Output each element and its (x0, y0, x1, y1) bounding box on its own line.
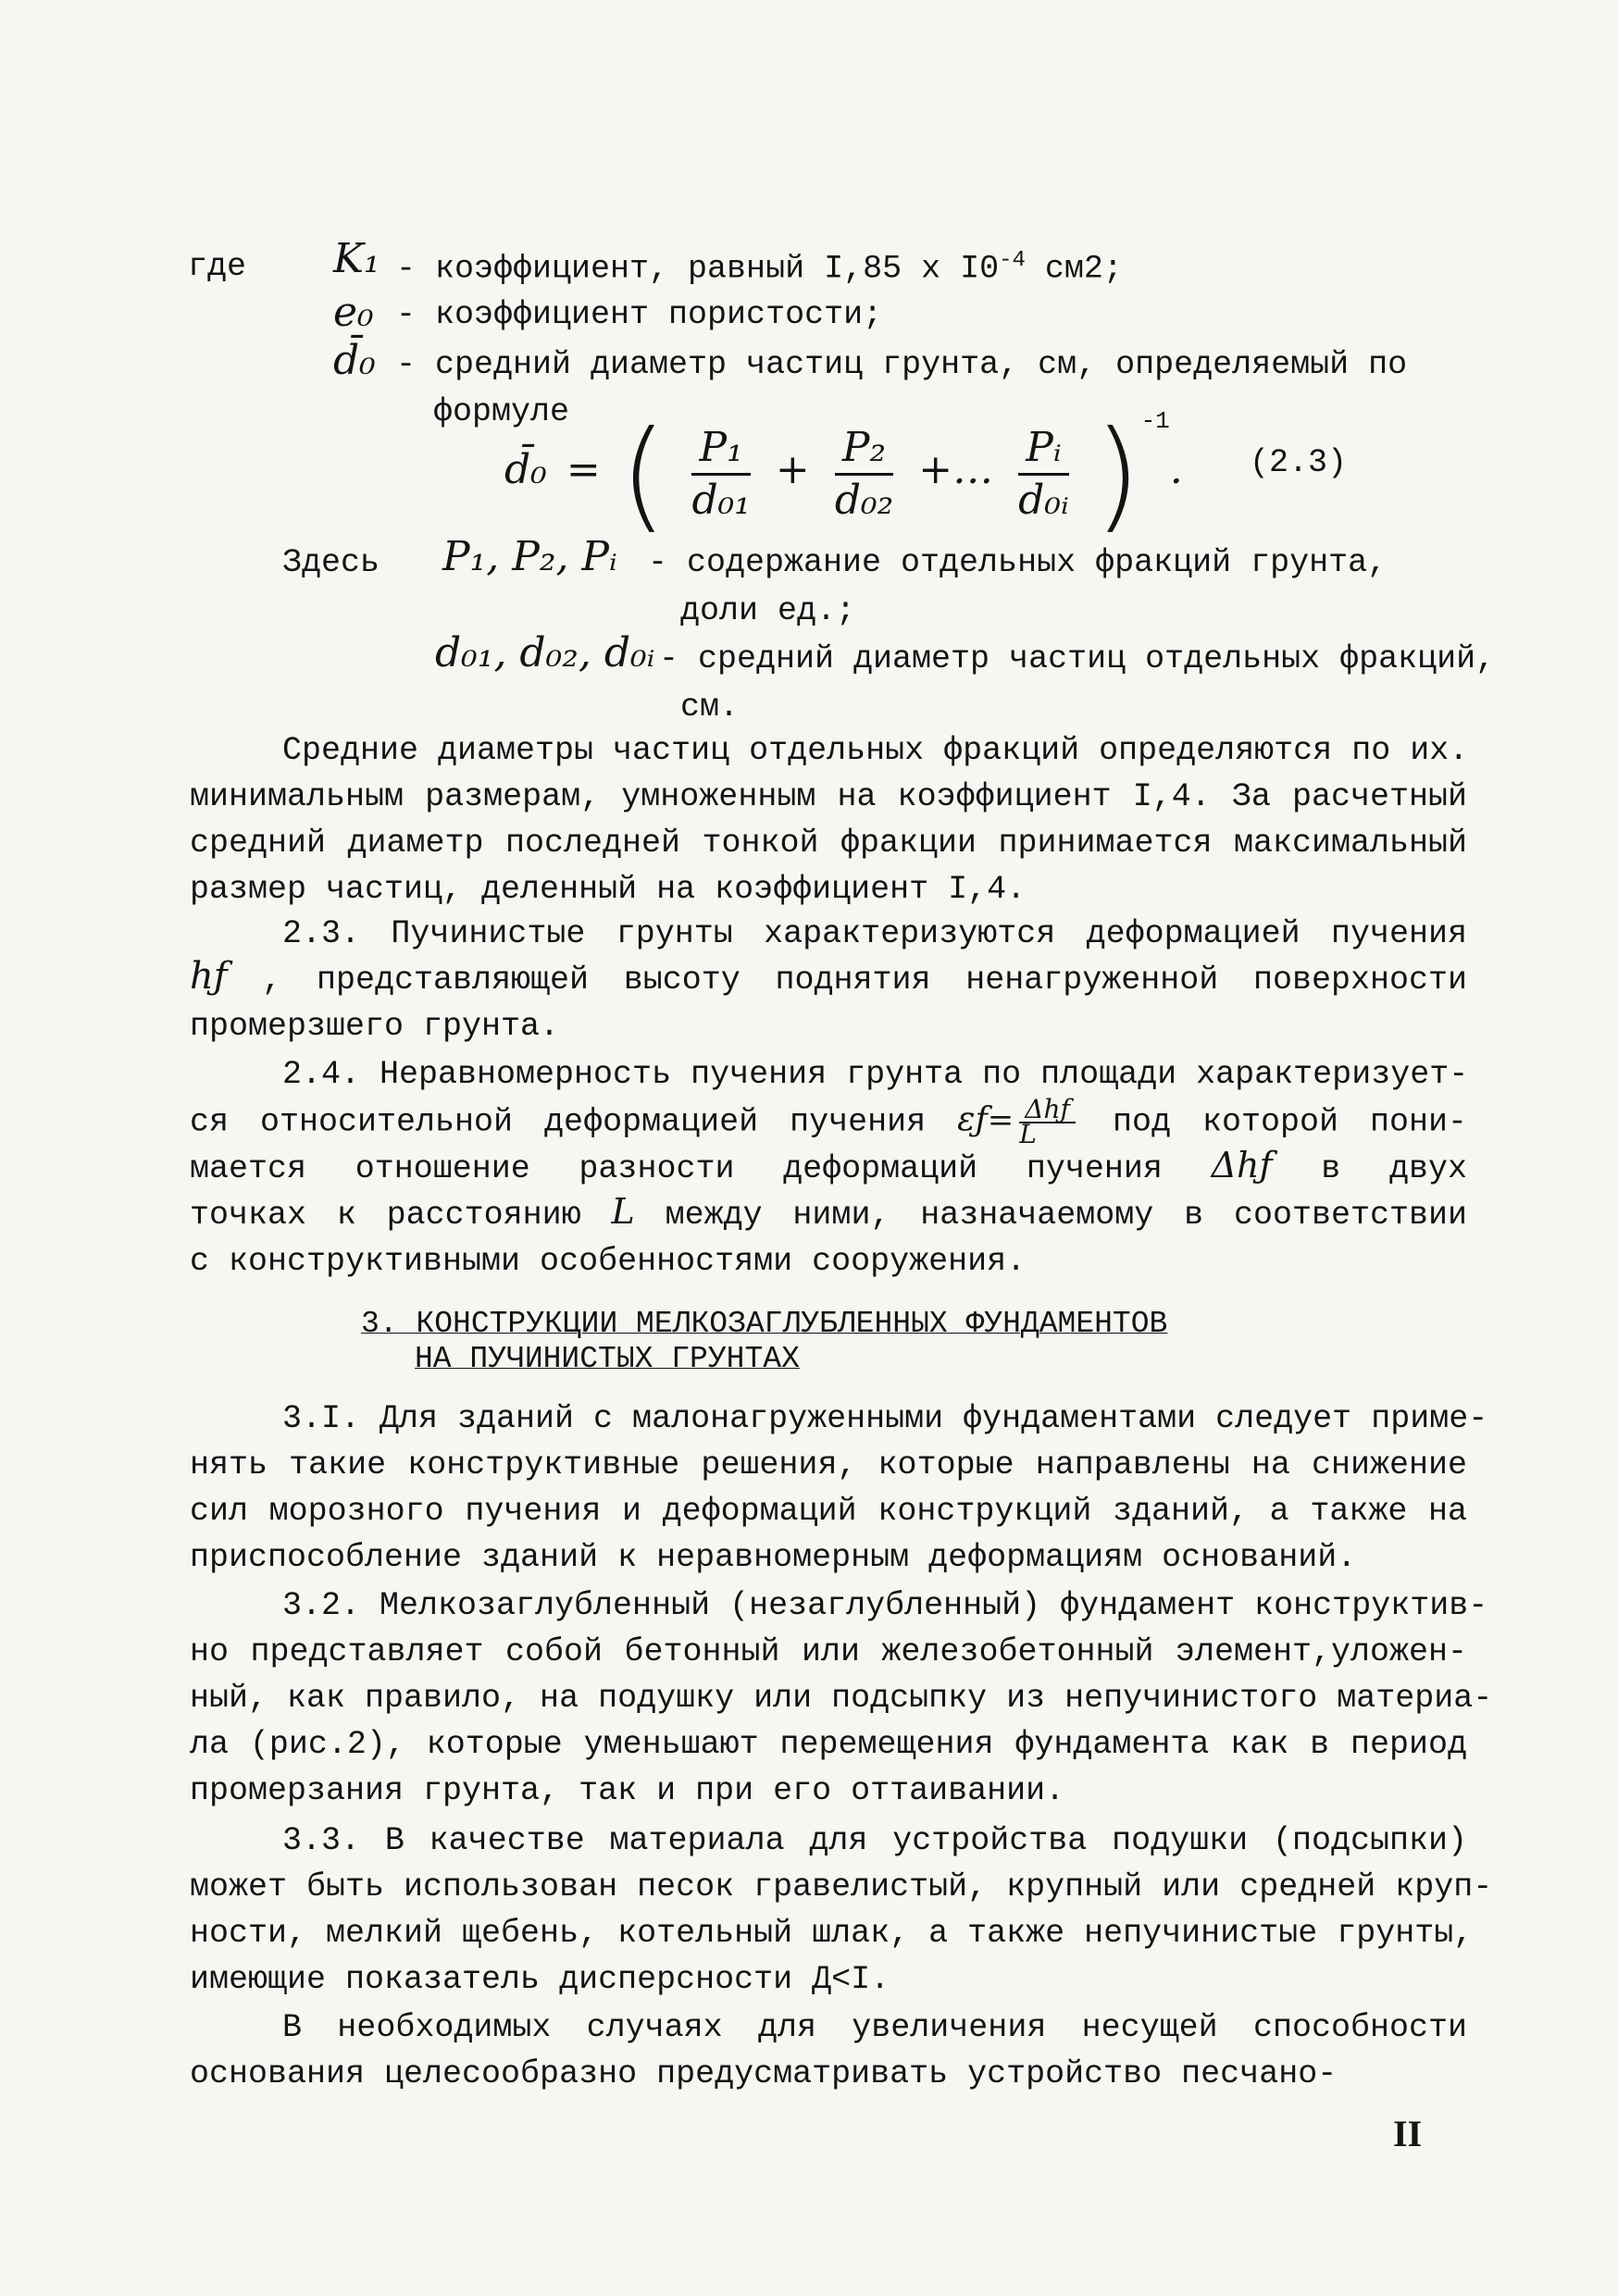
paragraph-cushion (190, 2004, 1467, 2097)
formula-close-paren: ) (1093, 403, 1141, 545)
text-line: средний диаметр последней тонкой фракции принимается максимальный (190, 825, 1467, 862)
formula-equals: = (566, 446, 601, 493)
delta-hf-symbol: Δhƒ (1211, 1145, 1273, 1185)
fraction-1-numerator: P₁ (691, 423, 750, 476)
text-line: Средние диаметры частиц отдельных фракций определяются по их. (282, 732, 1469, 769)
p-symbols: P₁, P₂, Pᵢ (442, 533, 617, 580)
paragraph-3-3 (190, 1818, 1493, 2003)
text-line: сил морозного пучения и деформаций конструкций зданий, а также на (190, 1493, 1467, 1530)
text-line: hƒ , представляющей высоту поднятия ненагруженной поверхности (190, 955, 1467, 999)
text-line: промерзания грунта, так и при его оттаивании. (190, 1772, 1065, 1809)
formula-fraction-i (1018, 423, 1069, 526)
text-line: имеющие показатель дисперсности Д<I. (190, 1961, 890, 1998)
formula-exponent: -1 (1140, 407, 1170, 435)
formula-open-paren: ( (619, 403, 667, 545)
paragraph-2-4 (190, 1051, 1467, 1285)
text-line: но представляет собой бетонный или железобетонный элемент,уложен- (190, 1633, 1467, 1670)
formula-period: . (1169, 446, 1183, 493)
here-label: Здесь (282, 544, 380, 581)
text-line: промерзшего грунта. (190, 1008, 560, 1045)
d-definition-line1: - средний диаметр частиц отдельных фракций, (659, 640, 1496, 677)
p-definition-line2: доли ед.; (680, 592, 856, 629)
epsilon-fraction: $\frac{\text{Δhƒ}}{L}$ (1019, 1098, 1076, 1146)
formula-2-3 (504, 403, 1183, 545)
fraction-2-numerator: P₂ (835, 423, 893, 476)
formula-fraction-2 (835, 423, 893, 526)
e0-symbol: e₀ (333, 289, 374, 336)
text-line: мается отношение разности деформаций пучения Δhƒ в двух (190, 1145, 1468, 1187)
text-line: ный, как правило, на подушку или подсыпку из непучинистого материа- (190, 1680, 1493, 1717)
formula-plus: + (775, 446, 810, 493)
text-line: нять такие конструктивные решения, которые направлены на снижение (190, 1446, 1467, 1483)
page-number: II (1393, 2113, 1423, 2154)
paragraph-3-2 (190, 1582, 1493, 1814)
section-3-heading-line2: НА ПУЧИНИСТЫХ ГРУНТАХ (415, 1342, 800, 1376)
text-line: 3.I. Для зданий с малонагруженными фундаментами следует приме- (282, 1400, 1488, 1437)
text-line: минимальным размерам, умноженным на коэффициент I,4. За расчетный (190, 778, 1467, 815)
l-symbol: L (611, 1191, 635, 1232)
fraction-i-numerator: Pᵢ (1018, 423, 1069, 476)
paragraph-mean-diameters (190, 727, 1467, 912)
text-line: ности, мелкий щебень, котельный шлак, а также непучинистые грунты, (190, 1915, 1474, 1952)
text-line: ла (рис.2), которые уменьшают перемещения фундамента как в период (190, 1726, 1467, 1763)
d0-symbol: d̄₀ (333, 337, 376, 384)
epsilon-f-symbol: εƒ (957, 1100, 988, 1139)
text-line: основания целесообразно предусматривать устройство песчано- (190, 2055, 1338, 2092)
hf-symbol: hƒ (190, 955, 228, 998)
formula-fraction-1 (691, 423, 750, 526)
fraction-1-denominator: d₀₁ (691, 477, 751, 525)
p-definition-line1: - содержание отдельных фракций грунта, (648, 544, 1388, 581)
d-symbols: d₀₁, d₀₂, d₀ᵢ (435, 629, 655, 676)
formula-number: (2.3) (1250, 444, 1348, 481)
text-line: точках к расстоянию L между ними, назначаемому в соответствии (190, 1191, 1467, 1234)
text-line: 2.3. Пучинистые грунты характеризуются деформацией пучения (282, 915, 1467, 952)
formula-dots: +… (918, 446, 994, 493)
d-definition-line2: см. (680, 689, 740, 726)
fraction-i-denominator: d₀ᵢ (1018, 477, 1069, 525)
where-label: где (188, 248, 247, 285)
section-3-heading-line1: 3. КОНСТРУКЦИИ МЕЛКОЗАГЛУБЛЕННЫХ ФУНДАМЕНТОВ (361, 1307, 1168, 1341)
paragraph-3-1 (190, 1396, 1488, 1581)
text-line: 3.2. Мелкозаглубленный (незаглубленный) фундамент конструктив- (282, 1587, 1488, 1624)
text-line: размер частиц, деленный на коэффициент I,4. (190, 871, 1027, 908)
text-line: В необходимых случаях для увеличения несущей способности (282, 2009, 1467, 2046)
fraction-2-denominator: d₀₂ (834, 477, 894, 525)
section-3-heading (361, 1307, 1167, 1377)
d0-definition-line1: - средний диаметр частиц грунта, см, определяемый по (396, 346, 1408, 383)
text-line: приспособление зданий к неравномерным деформациям оснований. (190, 1539, 1357, 1576)
formula-lhs: d̄₀ (504, 446, 547, 493)
text-line: может быть использован песок гравелистый, крупный или средней круп- (190, 1868, 1493, 1905)
text-line: с конструктивными особенностями сооружения. (190, 1243, 1027, 1280)
text-line: ся относительной деформацией пучения εƒ= $\frac{\text{Δhƒ}}{L}$ под которой пони- (190, 1094, 1467, 1149)
k1-definition: - коэффициент, равный I,85 х $I0^{-4}$ см2; (396, 248, 1123, 288)
e0-definition: - коэффициент пористости; (396, 296, 883, 333)
text-line: 3.3. В качестве материала для устройства подушки (подсыпки) (282, 1822, 1467, 1859)
d0-definition-line2: формуле (433, 393, 570, 430)
k1-symbol: K₁ (333, 235, 380, 282)
text-line: 2.4. Неравномерность пучения грунта по площади характеризует- (282, 1056, 1469, 1093)
paragraph-2-3 (190, 911, 1467, 1049)
